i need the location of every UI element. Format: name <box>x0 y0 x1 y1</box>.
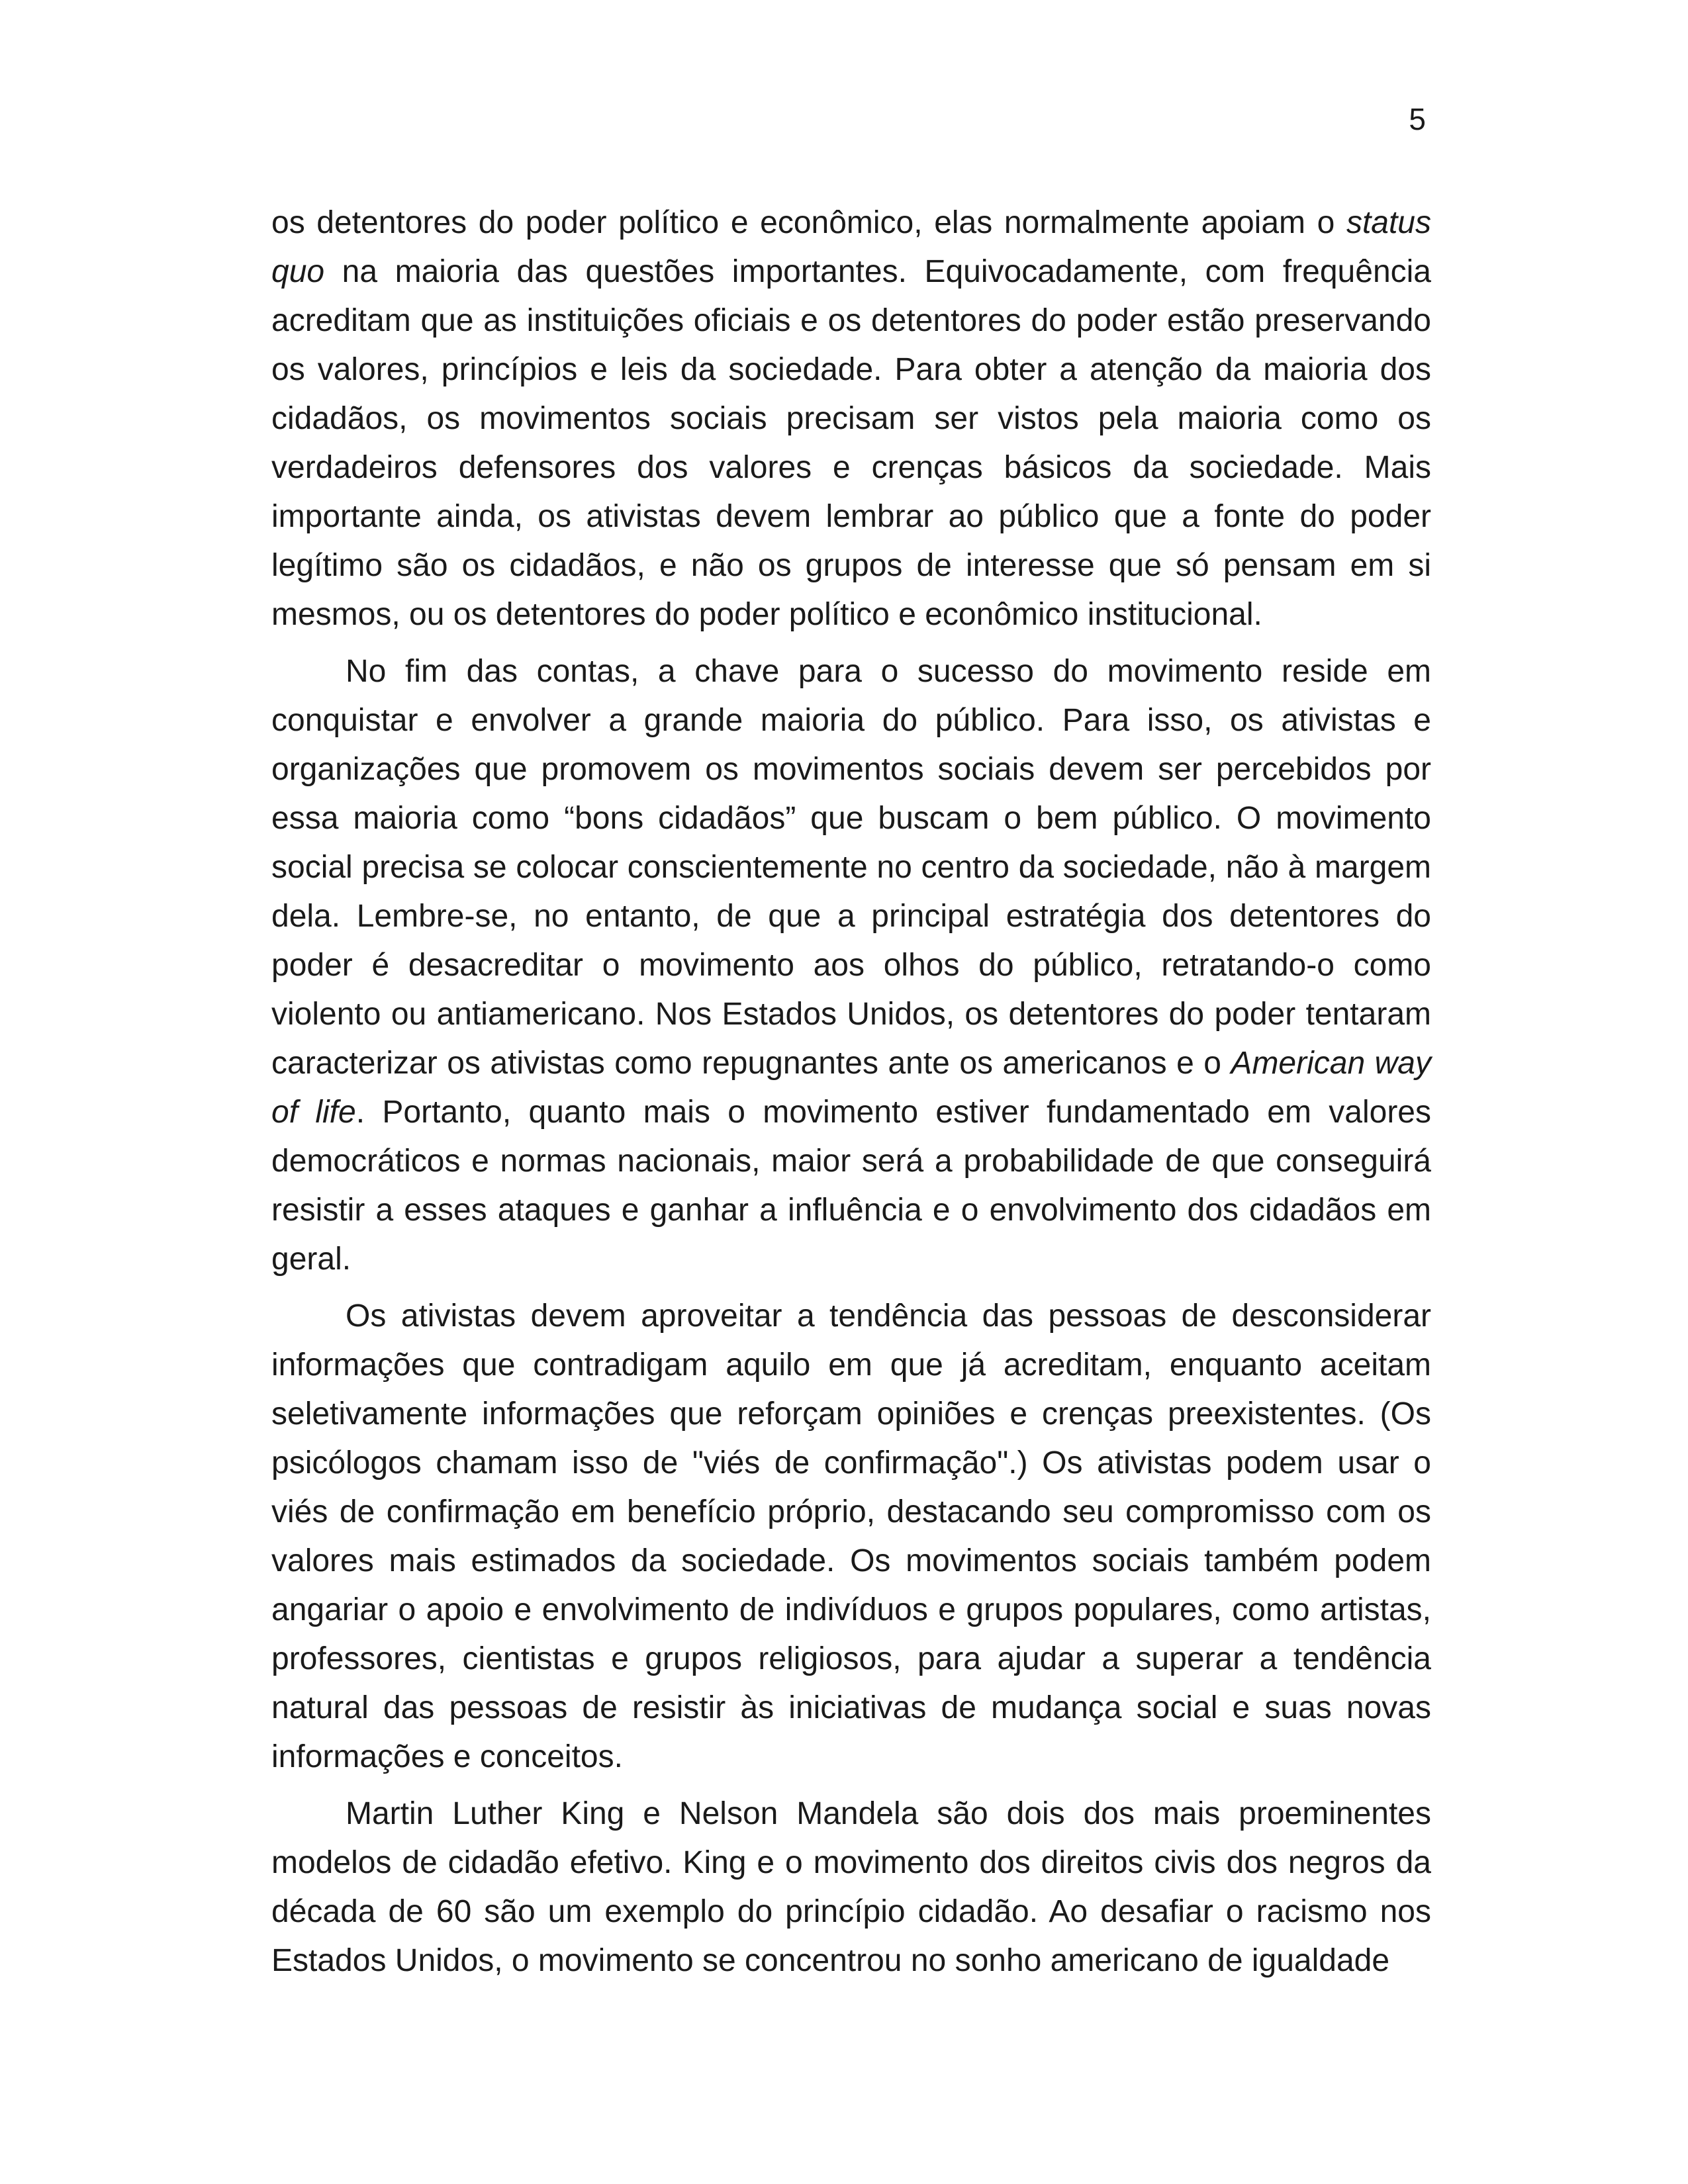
paragraph-2-text-a: No fim das contas, a chave para o sucesso do movimento reside em conquistar e envolver a grande maioria do público. Para isso, os ativistas e organizações que promovem os movimentos sociais devem ser percebidos por essa maioria como “bons cidadãos” que buscam o bem público. O movimento social precisa se colocar conscientemente no centro da sociedade, não à margem dela. Lembre-se, no entanto, de que a principal estratégia dos detentores do poder é desacreditar o movimento aos olhos do público, retratando-o como violento ou antiamericano. Nos Estados Unidos, os detentores do poder tentaram caracterizar os ativistas como repugnantes ante os americanos e o <box>271 654 1431 1081</box>
paragraph-3 <box>271 1292 1431 1782</box>
paragraph-1 <box>271 199 1431 639</box>
paragraph-2 <box>271 647 1431 1284</box>
paragraph-4 <box>271 1790 1431 1985</box>
page-number: 5 <box>1409 102 1426 136</box>
body-text <box>271 199 1431 1993</box>
paragraph-4-text: Martin Luther King e Nelson Mandela são dois dos mais proeminentes modelos de cidadão efetivo. King e o movimento dos direitos civis dos negros da década de 60 são um exemplo do princípio cidadão. Ao desafiar o racismo nos Estados Unidos, o movimento se concentrou no sonho americano de igualdade <box>271 1796 1431 1978</box>
paragraph-2-text-b: . Portanto, quanto mais o movimento estiver fundamentado em valores democráticos e normas nacionais, maior será a probabilidade de que conseguirá resistir a esses ataques e ganhar a influência e o envolvimento dos cidadãos em geral. <box>271 1095 1432 1277</box>
paragraph-3-text: Os ativistas devem aproveitar a tendência das pessoas de desconsiderar informações que contradigam aquilo em que já acreditam, enquanto aceitam seletivamente informações que reforçam opiniões e crenças preexistentes. (Os psicólogos chamam isso de "viés de confirmação".) Os ativistas podem usar o viés de confirmação em benefício próprio, destacando seu compromisso com os valores mais estimados da sociedade. Os movimentos sociais também podem angariar o apoio e envolvimento de indivíduos e grupos populares, como artistas, professores, cientistas e grupos religiosos, para ajudar a superar a tendência natural das pessoas de resistir às iniciativas de mudança social e suas novas informações e conceitos. <box>271 1298 1431 1774</box>
american-way-of-life-italic: American way of life <box>271 1046 1431 1130</box>
paragraph-1-text-a: os detentores do poder político e econômico, elas normalmente apoiam o <box>271 205 1346 240</box>
paragraph-1-text-b: na maioria das questões importantes. Equivocadamente, com frequência acreditam que as instituições oficiais e os detentores do poder estão preservando os valores, princípios e leis da sociedade. Para obter a atenção da maioria dos cidadãos, os movimentos sociais precisam ser vistos pela maioria como os verdadeiros defensores dos valores e crenças básicos da sociedade. Mais importante ainda, os ativistas devem lembrar ao público que a fonte do poder legítimo são os cidadãos, e não os grupos de interesse que só pensam em si mesmos, ou os detentores do poder político e econômico institucional. <box>271 254 1431 632</box>
status-quo-italic: status quo <box>271 205 1431 289</box>
